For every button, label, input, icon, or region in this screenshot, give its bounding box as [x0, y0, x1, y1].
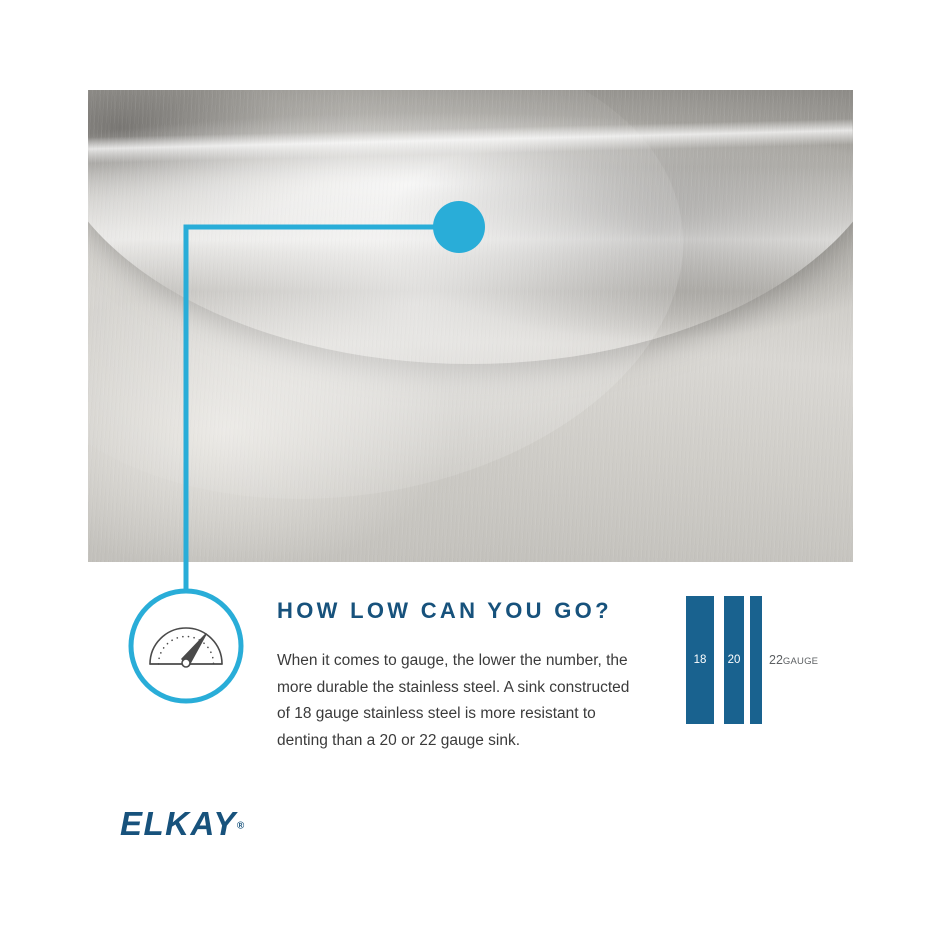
brushed-finish-lines-secondary	[88, 90, 853, 562]
registered-trademark-icon: ®	[236, 820, 245, 832]
callout-icon-ring	[131, 591, 241, 701]
brand-logo	[120, 806, 295, 842]
gauge-bar-22	[750, 596, 762, 724]
body-paragraph: When it comes to gauge, the lower the number, the more durable the stainless steel. A sink constructed of 18 gauge stainless steel is more resistant to denting than a 20 or 22 gauge sink.	[277, 652, 630, 749]
gauge-caption-number: 22	[769, 653, 783, 667]
gauge-caption-unit: GAUGE	[782, 656, 819, 667]
brand-logo-text: ELKAY	[120, 805, 237, 842]
hero-photo-stainless-steel	[88, 90, 853, 562]
page-title: HOW LOW CAN YOU GO?	[277, 598, 612, 623]
gauge-caption	[769, 653, 818, 667]
gauge-dial-icon	[150, 628, 222, 667]
gauge-comparison-chart	[686, 596, 846, 724]
gauge-bar-label-18: 18	[693, 654, 707, 666]
gauge-bar-label-20: 20	[727, 654, 741, 666]
